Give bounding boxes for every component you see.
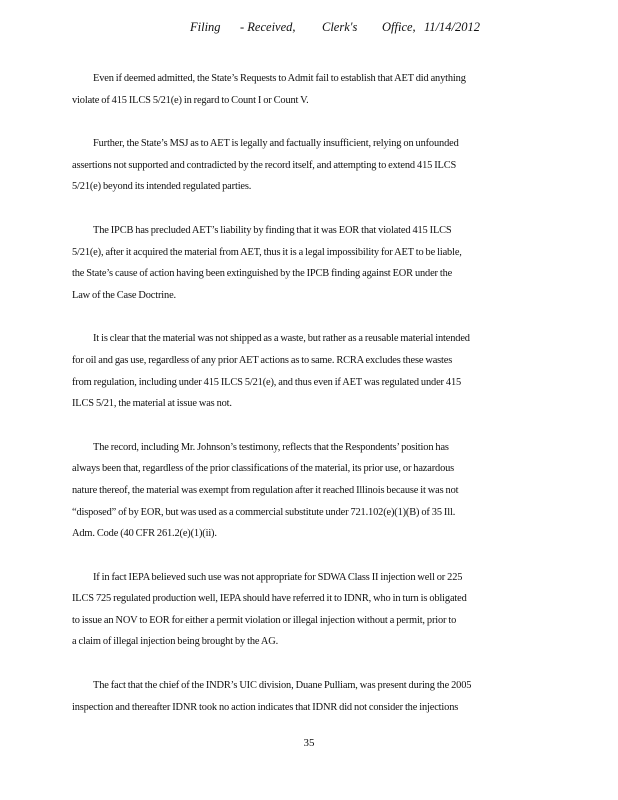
paragraph-line: ILCS 5/21, the material at issue was not. [72,398,232,410]
paragraph-line: The fact that the chief of the INDR’s UIC division, Duane Pulliam, was present during the 2005 [93,680,472,692]
paragraph-line: 5/21(e) beyond its intended regulated parties. [72,181,252,193]
header-received: - Received, [240,20,296,34]
paragraph-4 [72,328,470,414]
paragraph-line: It is clear that the material was not shipped as a waste, but rather as a reusable material intended [93,333,470,345]
paragraph-line: nature thereof, the material was exempt from regulation after it reached Illinois because it was not [72,484,459,496]
paragraph-5 [72,437,467,545]
paragraph-6 [72,567,467,653]
paragraph-2 [72,133,467,198]
paragraph-line: The IPCB has precluded AET’s liability by finding that it was EOR that violated 415 ILCS [93,224,452,236]
paragraph-line: “disposed” of by EOR, but was used as a commercial substitute under 721.102(e)(1)(B) of 35 Ill. [72,506,456,518]
page-number: 35 [303,737,315,749]
paragraph-1 [72,68,467,111]
paragraph-3 [72,220,467,306]
paragraph-line: If in fact IEPA believed such use was not appropriate for SDWA Class II injection well or 225 [93,571,463,583]
paragraph-line: Law of the Case Doctrine. [72,289,177,301]
paragraph-7 [72,675,472,718]
paragraph-line: Even if deemed admitted, the State’s Requests to Admit fail to establish that AET did anything [93,73,466,84]
paragraph-line: always been that, regardless of the prior classifications of the material, its prior use, or hazardous [72,463,455,475]
paragraph-line: the State’s cause of action having been extinguished by the IPCB finding against EOR under the [72,268,453,280]
paragraph-line: ILCS 725 regulated production well, IEPA should have referred it to IDNR, who in turn is obligated [72,593,467,605]
paragraph-line: a claim of illegal injection being brought by the AG. [72,636,279,648]
paragraph-line: assertions not supported and contradicted by the record itself, and attempting to extend 415 ILCS [72,159,457,171]
paragraph-line: 5/21(e), after it acquired the material from AET, thus it is a legal impossibility for AET to be liable, [72,246,462,258]
paragraph-line: inspection and thereafter IDNR took no action indicates that IDNR did not consider the injections [72,701,459,713]
paragraph-line: Further, the State’s MSJ as to AET is legally and factually insufficient, relying on unfounded [93,138,459,150]
document-body [72,68,472,740]
paragraph-line: The record, including Mr. Johnson’s testimony, reflects that the Respondents’ position has [93,441,449,453]
paragraph-line: from regulation, including under 415 ILCS 5/21(e), and thus even if AET was regulated under 415 [72,376,462,388]
paragraph-line: Adm. Code (40 CFR 261.2(e)(1)(ii). [72,528,217,540]
filing-stamp-header [190,20,480,35]
header-date: 11/14/2012 [424,20,481,34]
paragraph-line: for oil and gas use, regardless of any prior AET actions as to same. RCRA excludes these wastes [72,354,453,366]
header-clerks: Clerk's [322,20,358,34]
header-filing: Filing [190,20,221,34]
paragraph-line: violate of 415 ILCS 5/21(e) in regard to Count I or Count V. [72,94,309,106]
paragraph-line: to issue an NOV to EOR for either a permit violation or illegal injection without a permit, prior to [72,614,457,626]
header-office: Office, [382,20,416,34]
